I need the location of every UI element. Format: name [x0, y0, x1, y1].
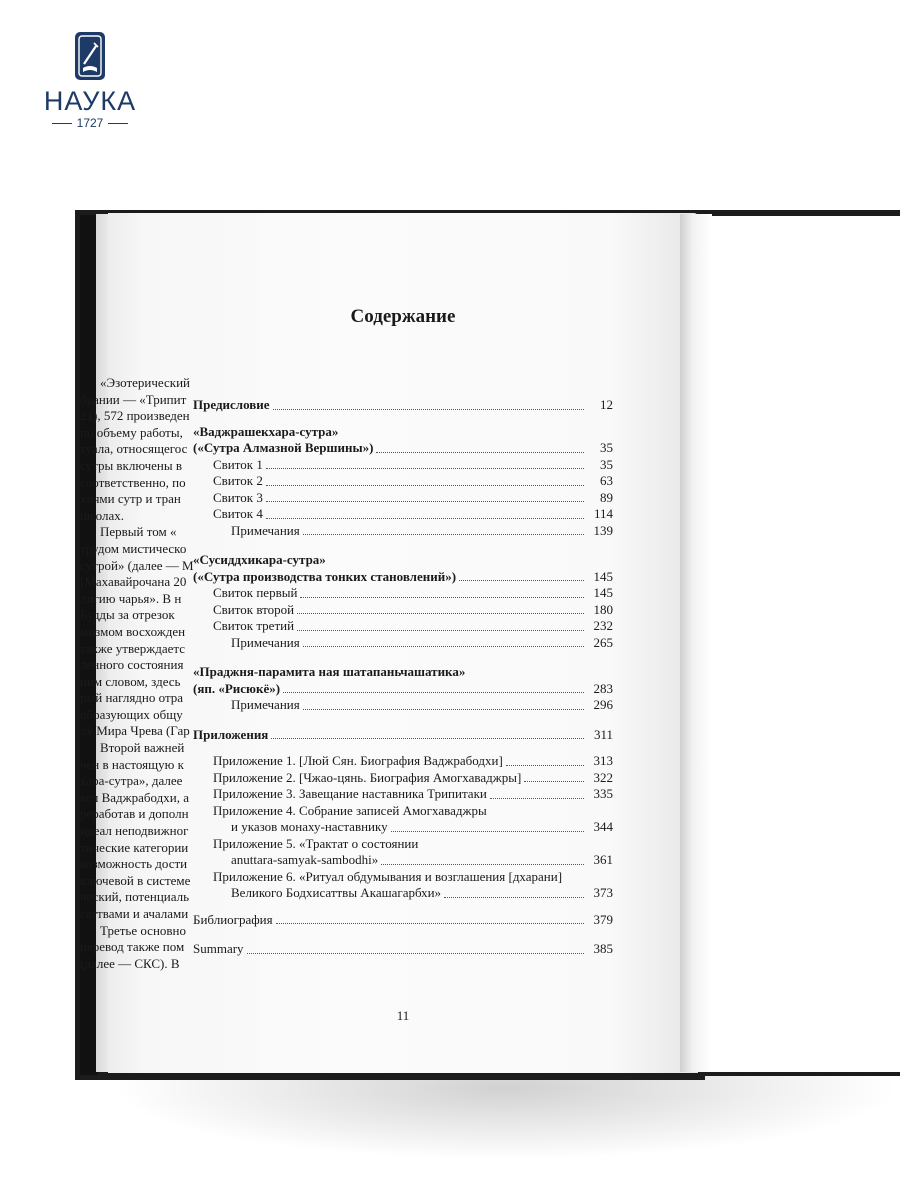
toc-entry-title: Примечания: [231, 697, 300, 712]
text-line: «Эзотерический: [100, 375, 191, 390]
text-line: также утверждаетс: [80, 640, 186, 656]
book-gutter: [680, 214, 712, 1072]
toc-entry-title: Приложения: [193, 726, 269, 742]
text-line: лу Мира Чрева (Гар: [80, 723, 190, 739]
toc-leader-dots: [524, 781, 584, 782]
text-line: школах.: [80, 507, 125, 523]
text-line: Третье основно: [100, 922, 186, 938]
toc-entry-title: Свиток 2: [213, 473, 263, 488]
text-line: тические категории: [80, 839, 189, 855]
toc-entry: [193, 397, 613, 414]
toc-entry: [193, 585, 613, 602]
toc-entry: [193, 869, 613, 886]
toc-entry-title: Примечания: [231, 522, 300, 538]
text-line: рый наглядно отра: [80, 690, 184, 706]
text-line: образующих общу: [80, 706, 183, 722]
text-line: Второй важней: [100, 740, 185, 756]
toc-leader-dots: [303, 646, 584, 647]
text-line: Будды за отрезок: [80, 607, 175, 623]
toc-entry-page: 385: [593, 941, 613, 956]
toc-entry: [193, 523, 613, 540]
toc-leader-dots: [266, 501, 584, 502]
toc-entry: [193, 727, 613, 744]
toc-entry-title: Свиток 3: [213, 489, 263, 505]
toc-entry-title: («Сутра Алмазной Вершины»): [193, 440, 374, 455]
toc-entry-title: Приложение 1. [Люй Сян. Биография Ваджрабодхи]: [213, 753, 503, 768]
text-line: туала, относящегос: [80, 441, 188, 457]
text-line: 21), 572 произведен: [80, 408, 190, 424]
toc-entry-title: Приложение 5. «Трактат о состоянии: [213, 835, 419, 851]
toc-leader-dots: [381, 864, 584, 865]
toc-entry-title: Примечания: [231, 634, 300, 650]
toc-entry: [193, 803, 613, 820]
toc-leader-dots: [303, 534, 584, 535]
toc-leader-dots: [506, 765, 584, 766]
toc-entry-title: Великого Бодхисаттвы Акашагарбхи»: [231, 885, 442, 900]
text-line: саттвами и ачалами: [80, 906, 189, 921]
toc-entry: [193, 819, 613, 836]
publisher-logo: [40, 32, 140, 130]
toc-entry-page: 63: [600, 473, 613, 488]
toc-leader-dots: [459, 580, 584, 581]
toc-entry: [193, 681, 613, 698]
toc-entry: [193, 912, 613, 929]
publisher-name: НАУКА: [43, 86, 137, 116]
toc-entry: [193, 552, 613, 569]
toc-entry: [193, 569, 613, 586]
toc-leader-dots: [376, 452, 584, 453]
toc-entry-page: 145: [593, 568, 613, 584]
publisher-year-text: 1727: [76, 116, 104, 130]
toc-leader-dots: [303, 709, 584, 710]
toc-entry: [193, 490, 613, 507]
toc-entry-title: Библиография: [193, 911, 273, 927]
toc-entry: [193, 697, 613, 714]
toc-entry: [193, 618, 613, 635]
toc-entry-title: Свиток 1: [213, 456, 263, 472]
toc-leader-dots: [297, 630, 584, 631]
toc-entry: [193, 885, 613, 902]
toc-entry-page: 89: [600, 489, 613, 505]
text-line: Первый том «: [100, 524, 177, 540]
toc-leader-dots: [247, 953, 584, 954]
toc-entry-title: Свиток второй: [213, 601, 295, 617]
text-line: лигию чарья». В н: [80, 590, 182, 606]
toc-entry-page: 313: [593, 753, 613, 768]
toc-entry: [193, 424, 613, 441]
toc-entry-page: 232: [593, 618, 613, 633]
toc-entry: [193, 473, 613, 490]
toc-title: Содержание: [350, 306, 456, 327]
text-line: хара-сутра», далее: [80, 773, 183, 789]
book-emblem-icon: [75, 32, 105, 80]
toc-leader-dots: [297, 613, 584, 614]
toc-entry-page: 322: [593, 769, 613, 785]
toc-entry-page: 296: [593, 697, 613, 712]
toc-leader-dots: [273, 409, 584, 410]
text-line: соответственно, по: [80, 474, 186, 490]
text-line: сутры включены в: [80, 457, 182, 473]
table-of-contents: [193, 397, 613, 958]
toc-leader-dots: [266, 518, 584, 519]
toc-leader-dots: [444, 897, 584, 898]
toc-leader-dots: [276, 923, 584, 924]
text-line: мизмом восхожден: [80, 623, 186, 639]
text-line: ним словом, здесь: [80, 673, 181, 689]
text-line: (далее — СКС). В: [80, 955, 180, 971]
text-line: [Махавайрочана 20: [80, 574, 187, 590]
toc-entry-page: 335: [593, 786, 613, 801]
text-line: брании — «Трипит: [80, 391, 187, 407]
toc-entry-title: Приложение 4. Собрание записей Амогхаваджры: [213, 802, 487, 818]
publisher-year: [40, 116, 140, 130]
right-page-text: [80, 375, 210, 972]
text-line: перевод также пом: [80, 939, 185, 955]
toc-entry-title: и указов монаху-наставнику: [231, 819, 388, 834]
right-page: [705, 216, 900, 1072]
toc-entry-title: Приложение 6. «Ритуал обдумывания и возглашения [дхарани]: [213, 868, 563, 884]
toc-leader-dots: [300, 597, 584, 598]
toc-entry: [193, 440, 613, 457]
text-line: ленного состояния: [80, 657, 184, 673]
toc-entry-page: 180: [593, 601, 613, 617]
text-line: чен в настоящую к: [80, 756, 184, 772]
toc-entry-page: 145: [593, 585, 613, 600]
toc-leader-dots: [283, 692, 584, 693]
toc-entry-page: 265: [593, 634, 613, 650]
toc-entry-page: 379: [593, 911, 613, 927]
toc-leader-dots: [391, 831, 584, 832]
toc-entry-title: Свиток первый: [213, 585, 298, 600]
text-line: ческий, потенциаль: [80, 889, 190, 905]
toc-leader-dots: [271, 738, 584, 739]
text-line: сутрой» (далее — М: [80, 557, 194, 573]
toc-entry-title: Summary: [193, 941, 244, 956]
toc-entry-page: 12: [600, 397, 613, 412]
toc-leader-dots: [266, 468, 584, 469]
toc-entry: [193, 852, 613, 869]
text-line: по объему работы,: [80, 424, 183, 440]
toc-entry-page: 35: [600, 440, 613, 455]
toc-entry-title: «Ваджрашекхара-сутра»: [193, 423, 339, 439]
text-line: возможность дости: [80, 856, 188, 872]
toc-entry-title: Свиток третий: [213, 618, 295, 633]
toc-entry-page: 373: [593, 885, 613, 900]
toc-entry: [193, 836, 613, 853]
toc-entry: [193, 786, 613, 803]
toc-entry-title: Приложение 3. Завещание наставника Трипитаки: [213, 786, 487, 801]
toc-entry: [193, 602, 613, 619]
text-line: идеал неподвижног: [80, 823, 189, 839]
text-line: вел Ваджрабодхи, а: [80, 789, 189, 805]
toc-entry: [193, 770, 613, 787]
toc-entry-page: 139: [593, 522, 613, 538]
page-number: 11: [396, 1008, 410, 1023]
toc-entry-page: 283: [593, 680, 613, 696]
toc-entry: [193, 635, 613, 652]
book-shadow: [110, 1070, 900, 1160]
toc-entry: [193, 664, 613, 681]
toc-entry: [193, 506, 613, 523]
toc-entry-title: anuttara-samyak-sambodhi»: [231, 852, 379, 867]
text-line: ключевой в системе: [80, 872, 191, 888]
toc-entry-page: 35: [600, 456, 613, 472]
toc-leader-dots: [490, 798, 584, 799]
toc-entry-title: «Сусиддхикара-сутра»: [193, 552, 326, 567]
toc-entry-page: 344: [593, 819, 613, 834]
toc-entry: [193, 457, 613, 474]
toc-entry: [193, 941, 613, 958]
toc-entry-page: 361: [593, 852, 613, 867]
toc-entry-title: Предисловие: [193, 397, 270, 412]
toc-entry-title: Приложение 2. [Чжао-цянь. Биография Амогхаваджры]: [213, 769, 522, 785]
text-line: хиями сутр и тран: [80, 491, 181, 507]
toc-entry-title: «Праджня-парамита ная шатапаньчашатика»: [193, 664, 466, 679]
toc-entry-page: 114: [593, 506, 613, 521]
toc-entry-title: Свиток 4: [213, 506, 263, 521]
toc-entry-page: 311: [593, 726, 613, 742]
text-line: реработав и дополн: [80, 806, 189, 822]
text-line: трудом мистическо: [80, 540, 187, 556]
toc-entry-title: («Сутра производства тонких становлений»): [193, 568, 457, 584]
toc-entry: [193, 753, 613, 770]
toc-entry-title: (яп. «Рисюкё»): [193, 680, 281, 696]
toc-leader-dots: [266, 485, 584, 486]
